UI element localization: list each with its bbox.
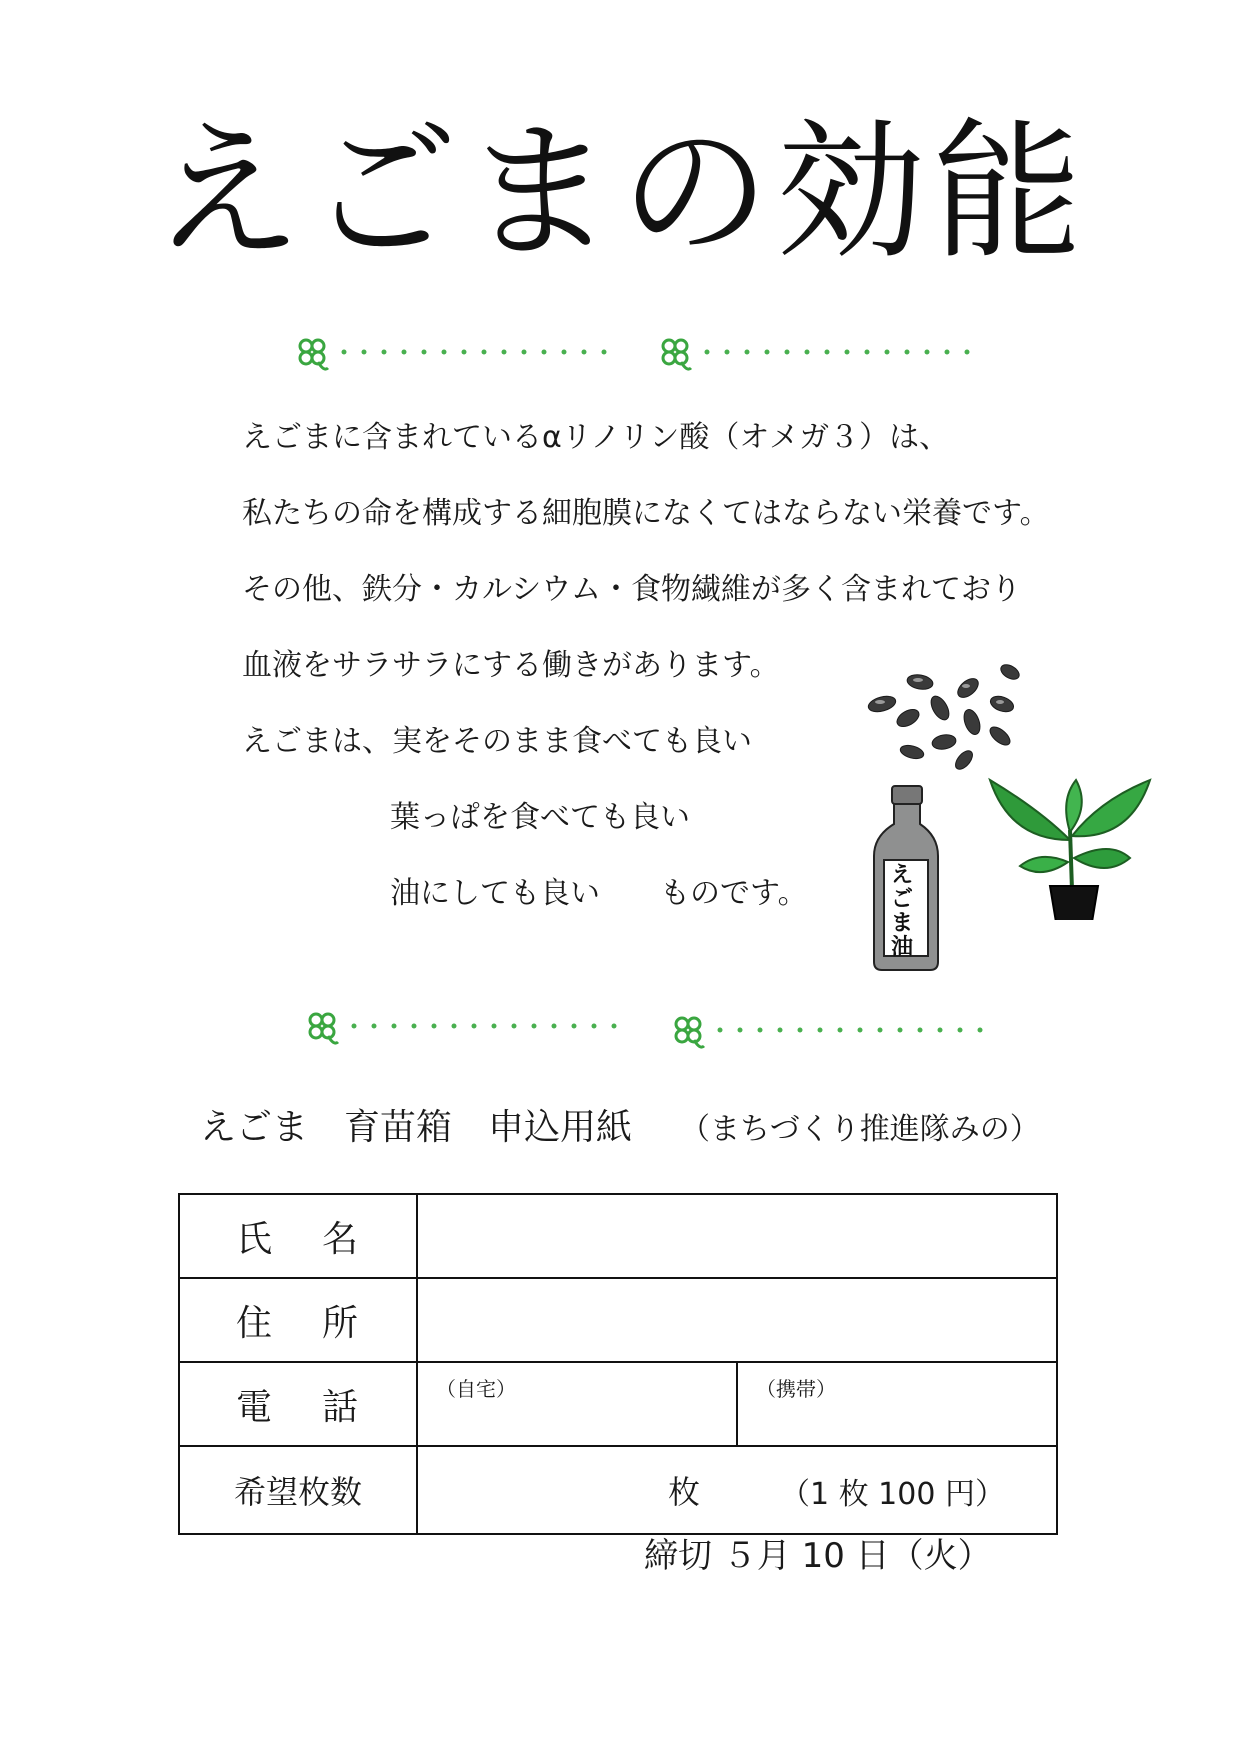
organizer-name: （まちづくり推進隊みの） bbox=[680, 1112, 1040, 1147]
name-field[interactable] bbox=[417, 1194, 1057, 1278]
body-line-1: えごまに含まれているαリノリン酸（オメガ３）は、 bbox=[242, 420, 950, 455]
body-line-4: 血液をサラサラにする働きがあります。 bbox=[242, 648, 780, 683]
phone-label: 電 話 bbox=[179, 1362, 417, 1446]
form-title: えごま 育苗箱 申込用紙 bbox=[200, 1107, 633, 1148]
clover-divider-top-left bbox=[292, 332, 622, 372]
address-field[interactable] bbox=[417, 1278, 1057, 1362]
body-line-2: 私たちの命を構成する細胞膜になくてはならない栄養です。 bbox=[242, 496, 1050, 531]
page-title: えごまの効能 bbox=[151, 106, 1088, 280]
plant-illustration bbox=[980, 740, 1160, 920]
phone-home-label: （自宅） bbox=[436, 1377, 516, 1401]
body-line-7: 油にしても良い ものです。 bbox=[390, 876, 808, 911]
clover-divider-bottom-right bbox=[668, 1010, 998, 1050]
body-line-6: 葉っぱを食べても良い bbox=[390, 800, 690, 835]
quantity-label: 希望枚数 bbox=[179, 1446, 417, 1534]
deadline-text: 締切 ５月 10 日（火） bbox=[644, 1536, 992, 1576]
quantity-unit: 枚 bbox=[668, 1473, 701, 1511]
clover-icon bbox=[655, 332, 985, 372]
address-label: 住 所 bbox=[179, 1278, 417, 1362]
clover-divider-top-right bbox=[655, 332, 985, 372]
body-line-5: えごまは、実をそのまま食べても良い bbox=[242, 724, 752, 759]
bottle-label: えごま油 bbox=[890, 863, 913, 960]
clover-icon bbox=[292, 332, 622, 372]
application-form bbox=[178, 1193, 1058, 1535]
body-line-3: その他、鉄分・カルシウム・食物繊維が多く含まれており bbox=[242, 572, 1021, 607]
name-label: 氏 名 bbox=[179, 1194, 417, 1278]
phone-home-field[interactable] bbox=[417, 1362, 737, 1446]
phone-mobile-label: （携帯） bbox=[756, 1377, 836, 1401]
clover-icon bbox=[668, 1010, 998, 1050]
clover-icon bbox=[302, 1006, 632, 1046]
clover-divider-bottom-left bbox=[302, 1006, 632, 1046]
price-note: （1 枚 100 円） bbox=[780, 1477, 1005, 1512]
phone-mobile-field[interactable] bbox=[737, 1362, 1057, 1446]
quantity-field[interactable] bbox=[417, 1446, 1057, 1534]
form-heading bbox=[200, 1106, 1040, 1152]
